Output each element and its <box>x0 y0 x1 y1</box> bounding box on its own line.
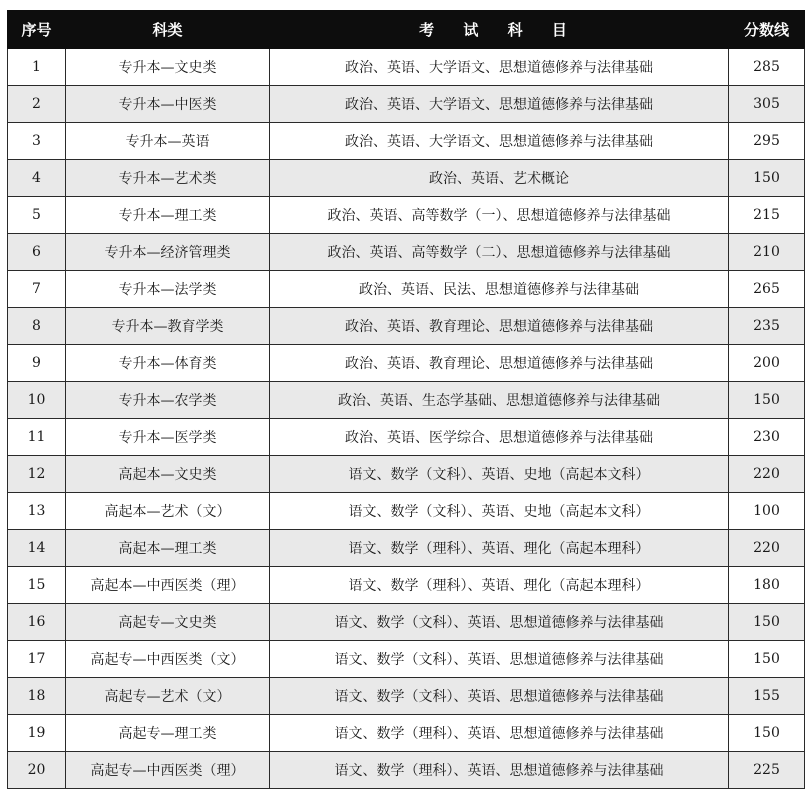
table-header-row <box>8 11 805 49</box>
table-row <box>8 160 805 197</box>
score-table <box>7 10 805 789</box>
cell-category: 专升本—英语 <box>66 123 270 160</box>
cell-subjects: 语文、数学（理科）、英语、理化（高起本理科） <box>270 530 729 567</box>
table-row <box>8 419 805 456</box>
cell-index: 20 <box>8 752 66 789</box>
table-row <box>8 197 805 234</box>
cell-score: 180 <box>729 567 805 604</box>
table-row <box>8 678 805 715</box>
table-row <box>8 456 805 493</box>
cell-score: 150 <box>729 160 805 197</box>
cell-category: 高起本—艺术（文） <box>66 493 270 530</box>
cell-category: 专升本—医学类 <box>66 419 270 456</box>
table-row <box>8 123 805 160</box>
cell-index: 10 <box>8 382 66 419</box>
cell-category: 专升本—理工类 <box>66 197 270 234</box>
cell-score: 305 <box>729 86 805 123</box>
cell-score: 150 <box>729 382 805 419</box>
cell-subjects: 语文、数学（理科）、英语、思想道德修养与法律基础 <box>270 752 729 789</box>
cell-subjects: 语文、数学（文科）、英语、思想道德修养与法律基础 <box>270 641 729 678</box>
cell-index: 7 <box>8 271 66 308</box>
cell-subjects: 政治、英语、艺术概论 <box>270 160 729 197</box>
cell-index: 5 <box>8 197 66 234</box>
cell-score: 220 <box>729 530 805 567</box>
cell-score: 230 <box>729 419 805 456</box>
cell-subjects: 政治、英语、生态学基础、思想道德修养与法律基础 <box>270 382 729 419</box>
table-row <box>8 345 805 382</box>
table-row <box>8 752 805 789</box>
table-row <box>8 86 805 123</box>
header-subjects: 考 试 科 目 <box>270 11 729 49</box>
cell-index: 18 <box>8 678 66 715</box>
table-row <box>8 641 805 678</box>
table-row <box>8 493 805 530</box>
cell-score: 150 <box>729 641 805 678</box>
cell-subjects: 语文、数学（理科）、英语、思想道德修养与法律基础 <box>270 715 729 752</box>
cell-category: 专升本—中医类 <box>66 86 270 123</box>
cell-index: 2 <box>8 86 66 123</box>
cell-index: 4 <box>8 160 66 197</box>
table-row <box>8 382 805 419</box>
cell-subjects: 政治、英语、教育理论、思想道德修养与法律基础 <box>270 308 729 345</box>
table-row <box>8 271 805 308</box>
cell-score: 225 <box>729 752 805 789</box>
cell-score: 295 <box>729 123 805 160</box>
table-row <box>8 308 805 345</box>
cell-category: 专升本—文史类 <box>66 49 270 86</box>
cell-category: 专升本—经济管理类 <box>66 234 270 271</box>
header-index: 序号 <box>8 11 66 49</box>
cell-index: 16 <box>8 604 66 641</box>
cell-category: 专升本—艺术类 <box>66 160 270 197</box>
cell-index: 9 <box>8 345 66 382</box>
cell-score: 285 <box>729 49 805 86</box>
table-row <box>8 604 805 641</box>
cell-category: 高起专—文史类 <box>66 604 270 641</box>
cell-subjects: 语文、数学（文科）、英语、思想道德修养与法律基础 <box>270 678 729 715</box>
cell-score: 150 <box>729 715 805 752</box>
cell-subjects: 政治、英语、大学语文、思想道德修养与法律基础 <box>270 49 729 86</box>
cell-category: 专升本—法学类 <box>66 271 270 308</box>
cell-category: 高起专—艺术（文） <box>66 678 270 715</box>
cell-index: 3 <box>8 123 66 160</box>
cell-index: 13 <box>8 493 66 530</box>
cell-subjects: 语文、数学（理科）、英语、理化（高起本理科） <box>270 567 729 604</box>
cell-index: 6 <box>8 234 66 271</box>
cell-subjects: 政治、英语、医学综合、思想道德修养与法律基础 <box>270 419 729 456</box>
cell-subjects: 语文、数学（文科）、英语、史地（高起本文科） <box>270 456 729 493</box>
cell-category: 高起专—理工类 <box>66 715 270 752</box>
cell-subjects: 政治、英语、大学语文、思想道德修养与法律基础 <box>270 123 729 160</box>
cell-subjects: 政治、英语、大学语文、思想道德修养与法律基础 <box>270 86 729 123</box>
cell-category: 专升本—体育类 <box>66 345 270 382</box>
cell-score: 235 <box>729 308 805 345</box>
cell-category: 高起本—中西医类（理） <box>66 567 270 604</box>
cell-score: 155 <box>729 678 805 715</box>
cell-category: 专升本—教育学类 <box>66 308 270 345</box>
table-row <box>8 234 805 271</box>
cell-index: 11 <box>8 419 66 456</box>
cell-subjects: 政治、英语、高等数学（二）、思想道德修养与法律基础 <box>270 234 729 271</box>
table-row <box>8 715 805 752</box>
cell-score: 150 <box>729 604 805 641</box>
table-body <box>8 49 805 789</box>
cell-subjects: 政治、英语、高等数学（一）、思想道德修养与法律基础 <box>270 197 729 234</box>
cell-subjects: 语文、数学（文科）、英语、思想道德修养与法律基础 <box>270 604 729 641</box>
cell-subjects: 政治、英语、教育理论、思想道德修养与法律基础 <box>270 345 729 382</box>
table-row <box>8 530 805 567</box>
cell-index: 1 <box>8 49 66 86</box>
cell-score: 220 <box>729 456 805 493</box>
header-score: 分数线 <box>729 11 805 49</box>
cell-score: 200 <box>729 345 805 382</box>
cell-index: 17 <box>8 641 66 678</box>
cell-index: 19 <box>8 715 66 752</box>
cell-category: 高起专—中西医类（文） <box>66 641 270 678</box>
cell-category: 高起专—中西医类（理） <box>66 752 270 789</box>
score-table-container <box>7 10 805 789</box>
table-row <box>8 49 805 86</box>
cell-score: 265 <box>729 271 805 308</box>
cell-index: 12 <box>8 456 66 493</box>
cell-subjects: 语文、数学（文科）、英语、史地（高起本文科） <box>270 493 729 530</box>
cell-score: 100 <box>729 493 805 530</box>
cell-subjects: 政治、英语、民法、思想道德修养与法律基础 <box>270 271 729 308</box>
cell-index: 8 <box>8 308 66 345</box>
cell-category: 高起本—理工类 <box>66 530 270 567</box>
cell-category: 专升本—农学类 <box>66 382 270 419</box>
table-row <box>8 567 805 604</box>
cell-index: 15 <box>8 567 66 604</box>
cell-category: 高起本—文史类 <box>66 456 270 493</box>
header-category: 科类 <box>66 11 270 49</box>
cell-index: 14 <box>8 530 66 567</box>
cell-score: 215 <box>729 197 805 234</box>
cell-score: 210 <box>729 234 805 271</box>
